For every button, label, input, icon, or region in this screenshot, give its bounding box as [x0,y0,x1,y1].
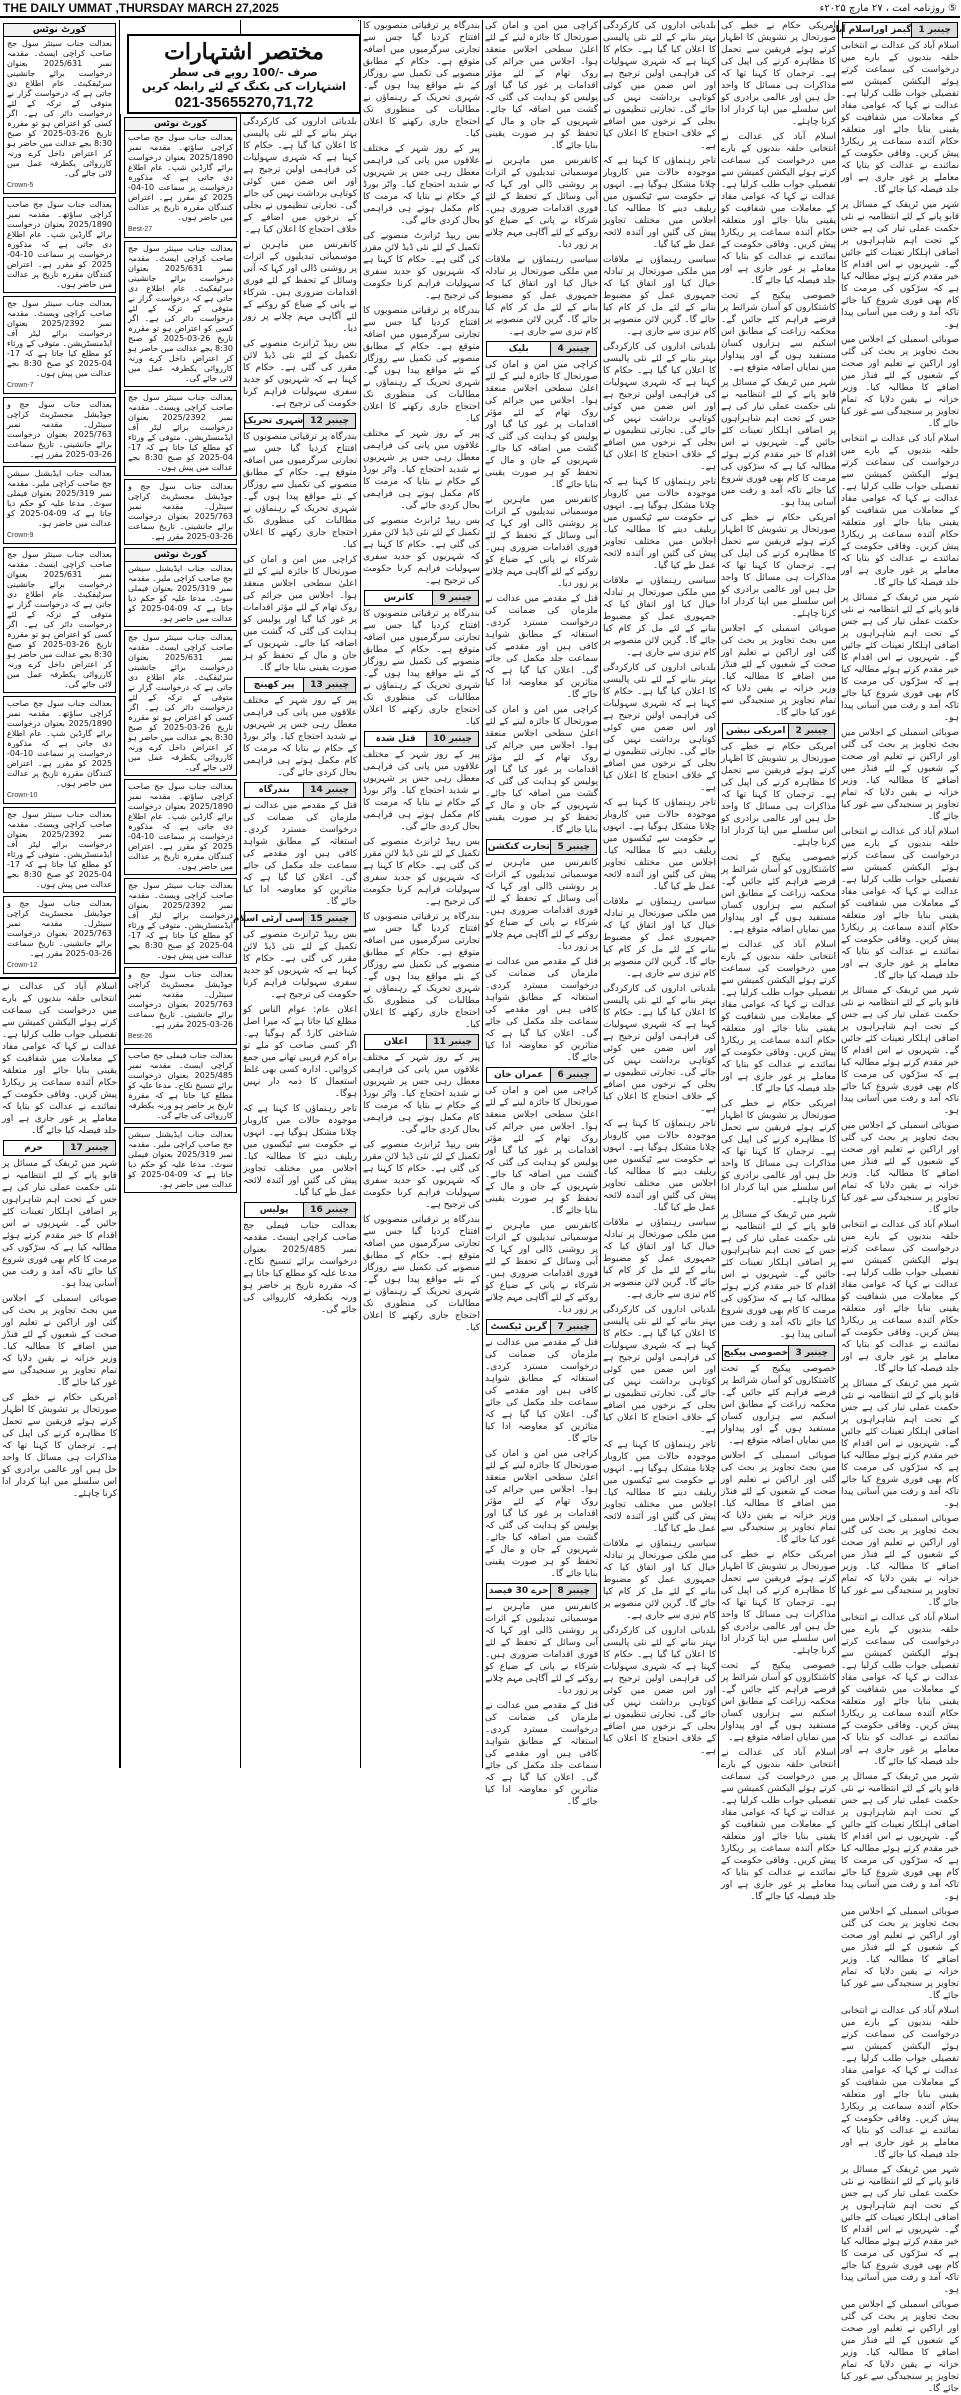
notice-tag: Crown-9 [7,532,34,539]
court-notice [3,466,116,544]
notice-tag: Crown-10 [7,792,38,799]
court-notice-body: بعدالت جناب ایڈیشنل سیشن جج صاحب کراچی ملیر۔ مقدمہ نمبر 2025/319 بعنوان فیملی سوٹ۔ مدعا علیہ کو حکم دیا جاتا ہے کہ 09-04-2025 کو عدالت میں حاضر ہو۔ [7,469,113,528]
article-text: بس ریپڈ ٹرانزٹ منصوبے کی تکمیل کے لئے نئی ڈیڈ لائن مقرر کی گئی ہے۔ حکام کا کہنا ہے کہ شہریوں کو جدید سفری سہولیات فراہم کرنا حکومت کی ترجیح ہے۔ [363,231,480,301]
court-notice-body: بعدالت جناب سینئر سول جج صاحب کراچی ایسٹ۔ مقدمہ نمبر 2025/631 بعنوان درخواست برائے جانشینی سرٹیفکیٹ۔ عام اطلاع دی جاتی ہے کہ درخواست گزار نے متوفی کے ترکہ کے لئے درخواست دائر کی ہے۔ اگر کسی کو اعتراض ہو تو مقررہ تاریخ 26-03-2025 کو صبح 8:30 بجے عدالت میں حاضر ہو کر اعتراض داخل کرے ورنہ کارروائی یکطرفہ عمل میں لائی جائے گی۔ [7,550,112,689]
article-text: قتل کے مقدمے میں عدالت نے ملزمان کی ضمانت کی درخواست مسترد کردی۔ استغاثہ کے مطابق شواہد کافی ہیں اور مقدمے کی سماعت جلد مکمل کی جائے گی۔ اعلان کیا گیا ہے کہ متاثرین کو معاوضہ ادا کیا جائے گا۔ [485,957,598,1063]
article-text: شہر میں ٹریفک کے مسائل پر قابو پانے کے لئے انتظامیہ نے نئی حکمت عملی تیار کی ہے جس کے تحت اہم شاہراہوں پر اضافی اہلکار تعینات کئے جائیں گے۔ شہریوں نے اس اقدام کا خیر مقدم کرتے ہوئے مطالبہ کیا ہے کہ سڑکوں کی مرمت کا کام بھی فوری شروع کیا جائے تاکہ آمد و رفت میں آسانی پیدا ہو۔ [841,1379,959,1509]
article-text: اسلام آباد کی عدالت نے انتخابی حلقہ بندیوں کے بارے میں درخواست کی سماعت کرتے ہوئے الیکشن کمیشن سے تفصیلی جواب طلب کرلیا ہے۔ عدالت نے کہا کہ عوامی مفاد کے معاملات میں شفافیت کو یقینی بنایا جائے اور متعلقہ حکام آئندہ سماعت پر ریکارڈ پیش کریں۔ وفاقی حکومت کے نمائندے نے عدالت کو بتایا کہ معاملے پر غور جاری ہے اور جلد فیصلہ کیا جائے گا۔ [721,1748,836,1902]
article-text: کراچی میں امن و امان کی صورتحال کا جائزہ لینے کے لئے اعلیٰ سطحی اجلاس منعقد ہوا۔ اجلاس میں جرائم کی روک تھام کے لئے مؤثر اقدامات پر غور کیا گیا اور پولیس کو ہدایت کی گئی کہ گشت میں اضافہ کیا جائے۔ شہریوں کے جان و مال کے تحفظ کو ہر صورت یقینی بنایا جائے گا۔ [485,1449,598,1579]
court-notice [124,479,237,545]
article-text: بندرگاہ پر ترقیاتی منصوبوں کا افتتاح کردیا گیا جس سے تجارتی سرگرمیوں میں اضافہ متوقع ہے۔ حکام کے مطابق منصوبے کی تکمیل سے روزگار کے نئے مواقع پیدا ہوں گے۔ شہری تحریک کے رہنماؤں نے مطالبات کی منظوری تک احتجاج جاری رکھنے کا اعلان کیا۔ [363,306,480,424]
court-notice [3,197,116,293]
court-notice [3,896,116,974]
article-text: صوبائی اسمبلی کے اجلاس میں بجٹ تجاویز پر بحث کی گئی اور اراکین نے تعلیم اور صحت کے شعبوں کے لئے فنڈز میں اضافے کا مطالبہ کیا۔ وزیر خزانہ نے یقین دلایا کہ تمام تجاویز پر سنجیدگی سے غور کیا جائے گا۔ [841,1514,959,1608]
article-text: سیاسی رہنماؤں نے ملاقات میں ملکی صورتحال پر تبادلہ خیال کیا اور اتفاق کیا کہ جمہوری عمل کو مضبوط بنانے کے لئے مل کر کام کیا جائے گا۔ گرین لائن منصوبے پر کام تیزی سے جاری ہے۔ [603,897,716,979]
article-text: اسلام آباد کی عدالت نے انتخابی حلقہ بندیوں کے بارے میں درخواست کی سماعت کرتے ہوئے الیکشن کمیشن سے تفصیلی جواب طلب کرلیا ہے۔ عدالت نے کہا کہ عوامی مفاد کے معاملات میں شفافیت کو یقینی بنایا جائے اور متعلقہ حکام آئندہ سماعت پر ریکارڈ پیش کریں۔ وفاقی حکومت کے نمائندے نے عدالت کو بتایا کہ معاملے پر غور جاری ہے اور جلد فیصلہ کیا جائے گا۔ [841,2006,959,2160]
article-text: بس ریپڈ ٹرانزٹ منصوبے کی تکمیل کے لئے نئی ڈیڈ لائن مقرر کی گئی ہے۔ حکام کا کہنا ہے کہ شہریوں کو جدید سفری سہولیات فراہم کرنا حکومت کی ترجیح ہے۔ [243,339,357,409]
article-text: پیر کے روز شہر کے مختلف علاقوں میں پانی کی فراہمی معطل رہی جس پر شہریوں نے شدید احتجاج کیا۔ واٹر بورڈ کے حکام نے بتایا کہ مرمت کا کام مکمل ہوتے ہی فراہمی بحال کردی جائے گی۔ [363,750,480,832]
article-text: تاجر رہنماؤں کا کہنا ہے کہ موجودہ حالات میں کاروبار چلانا مشکل ہوگیا ہے۔ انہوں نے حکومت سے ٹیکسوں میں ریلیف دینے کا مطالبہ کیا۔ اجلاس میں مختلف تجاویز پیش کی گئیں اور آئندہ لائحہ عمل طے کیا گیا۔ [243,1104,357,1198]
court-notice [124,779,237,875]
court-notice-body: بعدالت جناب سینئر سول جج صاحب کراچی ایسٹ۔ مقدمہ نمبر 2025/631 بعنوان درخواست برائے جانشینی سرٹیفکیٹ۔ عام اطلاع دی جاتی ہے کہ درخواست گزار نے متوفی کے ترکہ کے لئے درخواست دائر کی ہے۔ اگر کسی کو اعتراض ہو تو مقررہ تاریخ 26-03-2025 کو صبح 8:30 بجے عدالت میں حاضر ہو کر اعتراض داخل کرے ورنہ کارروائی یکطرفہ عمل میں لائی جائے گی۔ [7,39,112,178]
court-notice-body: بعدالت جناب سینئر سول جج صاحب کراچی ایسٹ۔ مقدمہ نمبر 2025/631 بعنوان درخواست برائے جانشینی سرٹیفکیٹ۔ عام اطلاع دی جاتی ہے کہ درخواست گزار نے متوفی کے ترکہ کے لئے درخواست دائر کی ہے۔ اگر کسی کو اعتراض ہو تو مقررہ تاریخ 26-03-2025 کو صبح 8:30 بجے عدالت میں حاضر ہو کر اعتراض داخل کرے ورنہ کارروائی یکطرفہ عمل میں لائی جائے گی۔ [128,244,233,383]
court-notice [124,630,237,776]
article-text: کراچی میں امن و امان کی صورتحال کا جائزہ لینے کے لئے اعلیٰ سطحی اجلاس منعقد ہوا۔ اجلاس میں جرائم کی روک تھام کے لئے مؤثر اقدامات پر غور کیا گیا اور پولیس کو ہدایت کی گئی کہ گشت میں اضافہ کیا جائے۔ شہریوں کے جان و مال کے تحفظ کو ہر صورت یقینی بنایا جائے گا۔ [485,1086,598,1216]
court-notice-heading: کورٹ نوٹس [4,24,115,37]
article-text: پیر کے روز شہر کے مختلف علاقوں میں پانی کی فراہمی معطل رہی جس پر شہریوں نے شدید احتجاج کیا۔ واٹر بورڈ کے حکام نے بتایا کہ مرمت کا کام مکمل ہوتے ہی فراہمی بحال کردی جائے گی۔ [363,1053,480,1135]
article-text: کراچی میں امن و امان کی صورتحال کا جائزہ لینے کے لئے اعلیٰ سطحی اجلاس منعقد ہوا۔ اجلاس میں جرائم کی روک تھام کے لئے مؤثر اقدامات پر غور کیا گیا اور پولیس کو ہدایت کی گئی کہ گشت میں اضافہ کیا جائے۔ شہریوں کے جان و مال کے تحفظ کو ہر صورت یقینی بنایا جائے گا۔ [243,555,357,673]
court-notice [3,547,116,693]
article-text: بندرگاہ پر ترقیاتی منصوبوں کا افتتاح کردیا گیا جس سے تجارتی سرگرمیوں میں اضافہ متوقع ہے۔ حکام کے مطابق منصوبے کی تکمیل سے روزگار کے نئے مواقع پیدا ہوں گے۔ شہری تحریک کے رہنماؤں نے مطالبات کی منظوری تک احتجاج جاری رکھنے کا اعلان کیا۔ [363,912,480,1030]
article-text: صوبائی اسمبلی کے اجلاس میں بجٹ تجاویز پر بحث کی گئی اور اراکین نے تعلیم اور صحت کے شعبوں کے لئے فنڈز میں اضافے کا مطالبہ کیا۔ وزیر خزانہ نے یقین دلایا کہ تمام تجاویز پر سنجیدگی سے غور کیا جائے گا۔ [841,335,959,429]
article-text: اسلام آباد کی عدالت نے انتخابی حلقہ بندیوں کے بارے میں درخواست کی سماعت کرتے ہوئے الیکشن کمیشن سے تفصیلی جواب طلب کرلیا ہے۔ عدالت نے کہا کہ عوامی مفاد کے معاملات میں شفافیت کو یقینی بنایا جائے اور متعلقہ حکام آئندہ سماعت پر ریکارڈ پیش کریں۔ وفاقی حکومت کے نمائندے نے عدالت کو بتایا کہ معاملے پر غور جاری ہے اور جلد فیصلہ کیا جائے گا۔ [841,827,959,981]
article-text: بس ریپڈ ٹرانزٹ منصوبے کی تکمیل کے لئے نئی ڈیڈ لائن مقرر کی گئی ہے۔ حکام کا کہنا ہے کہ شہریوں کو جدید سفری سہولیات فراہم کرنا حکومت کی ترجیح ہے۔ [363,516,480,586]
article-text: سیاسی رہنماؤں نے ملاقات میں ملکی صورتحال پر تبادلہ خیال کیا اور اتفاق کیا کہ جمہوری عمل کو مضبوط بنانے کے لئے مل کر کام کیا جائے گا۔ گرین لائن منصوبے پر کام تیزی سے جاری ہے۔ [603,1539,716,1621]
article-text: کانفرنس میں ماہرین نے موسمیاتی تبدیلیوں کے اثرات پر روشنی ڈالی اور کہا کہ آبی وسائل کے تحفظ کے لئے فوری اقدامات ضروری ہیں۔ شرکاء نے پانی کے ضیاع کو روکنے کے لئے آگاہی مہم چلانے پر زور دیا۔ [485,495,598,589]
court-notice-body: بعدالت جناب سینئر سول جج صاحب کراچی ایسٹ۔ مقدمہ نمبر 2025/631 بعنوان درخواست برائے جانشینی سرٹیفکیٹ۔ عام اطلاع دی جاتی ہے کہ درخواست گزار نے متوفی کے ترکہ کے لئے درخواست دائر کی ہے۔ اگر کسی کو اعتراض ہو تو مقررہ تاریخ 26-03-2025 کو صبح 8:30 بجے عدالت میں حاضر ہو کر اعتراض داخل کرے ورنہ کارروائی یکطرفہ عمل میں لائی جائے گی۔ [128,633,233,772]
article-text: امریکی حکام نے خطے کی صورتحال پر تشویش کا اظہار کرتے ہوئے فریقین سے تحمل کا مظاہرہ کرنے کی اپیل کی ہے۔ ترجمان کا کہنا تھا کہ مذاکرات ہی مسائل کا واحد حل ہیں اور عالمی برادری کو اس سلسلے میں اپنا کردار ادا کرنا چاہئے۔ [721,1550,836,1656]
article-text: بلدیاتی اداروں کی کارکردگی بہتر بنانے کے لئے نئی پالیسی کا اعلان کیا گیا ہے۔ حکام کا کہنا ہے کہ شہری سہولیات کی فراہمی اولین ترجیح ہے اور اس ضمن میں کوئی کوتاہی برداشت نہیں کی جائے گی۔ تجارتی تنظیموں نے بجلی کے نرخوں میں اضافے کے خلاف احتجاج کا اعلان کیا ہے۔ [603,1626,716,1756]
court-notice-body: بعدالت جناب سول جج صاحب کراچی ساؤتھ۔ مقدمہ نمبر 2025/1890 بعنوان درخواست برائے گارڈین شپ۔ عام اطلاع دی جاتی ہے کہ مذکورہ درخواست پر سماعت 10-04-2025 کو مقرر ہے۔ اعتراض کنندگان مقررہ تاریخ پر عدالت میں حاضر ہوں۔ [7,699,112,788]
article-text: اسلام آباد کی عدالت نے انتخابی حلقہ بندیوں کے بارے میں درخواست کی سماعت کرتے ہوئے الیکشن کمیشن سے تفصیلی جواب طلب کرلیا ہے۔ عدالت نے کہا کہ عوامی مفاد کے معاملات میں شفافیت کو یقینی بنایا جائے اور متعلقہ حکام آئندہ سماعت پر ریکارڈ پیش کریں۔ وفاقی حکومت کے نمائندے نے عدالت کو بتایا کہ معاملے پر غور جاری ہے اور جلد فیصلہ کیا جائے گا۔ [2,982,117,1136]
article-text: خصوصی پیکیج کے تحت کاشتکاروں کو آسان شرائط پر قرضے فراہم کئے جائیں گے۔ محکمہ زراعت کے مطابق اس اسکیم سے ہزاروں کسان مستفید ہوں گے اور پیداوار میں نمایاں اضافہ متوقع ہے۔ [721,853,836,935]
article-text: پیر کے روز شہر کے مختلف علاقوں میں پانی کی فراہمی معطل رہی جس پر شہریوں نے شدید احتجاج کیا۔ واٹر بورڈ کے حکام نے بتایا کہ مرمت کا کام مکمل ہوتے ہی فراہمی بحال کردی جائے گی۔ [243,696,357,778]
news-column-1 [830,20,961,2394]
article-text: شہر میں ٹریفک کے مسائل پر قابو پانے کے لئے انتظامیہ نے نئی حکمت عملی تیار کی ہے جس کے تحت اہم شاہراہوں پر اضافی اہلکار تعینات کئے جائیں گے۔ شہریوں نے اس اقدام کا خیر مقدم کرتے ہوئے مطالبہ کیا ہے کہ سڑکوں کی مرمت کا کام بھی فوری شروع کیا جائے تاکہ آمد و رفت میں آسانی پیدا ہو۔ [841,986,959,1116]
court-notice-body: بعدالت جناب سینئر سول جج صاحب کراچی ویسٹ۔ مقدمہ نمبر 2025/2392 بعنوان درخواست برائے لیٹر آف ایڈمنسٹریشن۔ متوفی کے ورثاء کو مطلع کیا جاتا ہے کہ 17-04-2025 کو صبح 8:30 بجے عدالت میں پیش ہوں۔ [128,881,233,960]
article-text: امریکی حکام نے خطے کی صورتحال پر تشویش کا اظہار کرتے ہوئے فریقین سے تحمل کا مظاہرہ کرنے کی اپیل کی ہے۔ ترجمان کا کہنا تھا کہ مذاکرات ہی مسائل کا واحد حل ہیں اور عالمی برادری کو اس سلسلے میں اپنا کردار ادا کرنا چاہئے۔ [2,1393,117,1499]
court-notice-body: بعدالت جناب ایڈیشنل سیشن جج صاحب کراچی ملیر۔ مقدمہ نمبر 2025/319 بعنوان فیملی سوٹ۔ مدعا علیہ کو حکم دیا جاتا ہے کہ 09-04-2025 کو عدالت میں حاضر ہو۔ [128,564,234,623]
article-text: امریکی حکام نے خطے کی صورتحال پر تشویش کا اظہار کرتے ہوئے فریقین سے تحمل کا مظاہرہ کرنے کی اپیل کی ہے۔ ترجمان کا کہنا تھا کہ مذاکرات ہی مسائل کا واحد حل ہیں اور عالمی برادری کو اس سلسلے میں اپنا کردار ادا کرنا چاہئے۔ [721,513,836,619]
article-text: کراچی میں امن و امان کی صورتحال کا جائزہ لینے کے لئے اعلیٰ سطحی اجلاس منعقد ہوا۔ اجلاس میں جرائم کی روک تھام کے لئے مؤثر اقدامات پر غور کیا گیا اور پولیس کو ہدایت کی گئی کہ گشت میں اضافہ کیا جائے۔ شہریوں کے جان و مال کے تحفظ کو ہر صورت یقینی بنایا جائے گا۔ [485,360,598,490]
article-text: شہر میں ٹریفک کے مسائل پر قابو پانے کے لئے انتظامیہ نے نئی حکمت عملی تیار کی ہے جس کے تحت اہم شاہراہوں پر اضافی اہلکار تعینات کئے جائیں گے۔ شہریوں نے اس اقدام کا خیر مقدم کرتے ہوئے مطالبہ کیا ہے کہ سڑکوں کی مرمت کا کام بھی فوری شروع کیا جائے تاکہ آمد و رفت میں آسانی پیدا ہو۔ [841,593,959,723]
article-text: شہر میں ٹریفک کے مسائل پر قابو پانے کے لئے انتظامیہ نے نئی حکمت عملی تیار کی ہے جس کے تحت اہم شاہراہوں پر اضافی اہلکار تعینات کئے جائیں گے۔ شہریوں نے اس اقدام کا خیر مقدم کرتے ہوئے مطالبہ کیا ہے کہ سڑکوں کی مرمت کا کام بھی فوری شروع کیا جائے تاکہ آمد و رفت میں آسانی پیدا ہو۔ [841,2165,959,2295]
article-text: صوبائی اسمبلی کے اجلاس میں بجٹ تجاویز پر بحث کی گئی اور اراکین نے تعلیم اور صحت کے شعبوں کے لئے فنڈز میں اضافے کا مطالبہ کیا۔ وزیر خزانہ نے یقین دلایا کہ تمام تجاویز پر سنجیدگی سے غور کیا جائے گا۔ [841,728,959,822]
news-heading-1: چینبر 1 گیمز اوراسلام آباد [842,22,958,38]
article-text: خصوصی پیکیج کے تحت کاشتکاروں کو آسان شرائط پر قرضے فراہم کئے جائیں گے۔ محکمہ زراعت کے مطابق اس اسکیم سے ہزاروں کسان مستفید ہوں گے اور پیداوار میں نمایاں اضافہ متوقع ہے۔ [721,1364,836,1446]
news-heading-10: چینبر 10 قتل شدہ [364,731,479,747]
article-text: خصوصی پیکیج کے تحت کاشتکاروں کو آسان شرائط پر قرضے فراہم کئے جائیں گے۔ محکمہ زراعت کے مطابق اس اسکیم سے ہزاروں کسان مستفید ہوں گے اور پیداوار میں نمایاں اضافہ متوقع ہے۔ [721,291,836,373]
news-heading-8: چینبر 8 حرے 30 فیصد [486,1583,597,1599]
masthead-english-title: THE DAILY UMMAT ,THURSDAY MARCH 27,2025 [3,1,279,15]
classified-ad-title: مختصر اشتہارات [164,39,324,65]
article-text: اعلان عام: عوام الناس کو مطلع کیا جاتا ہے کہ میرا اصل شناختی کارڈ گم ہوگیا ہے۔ اگر کسی صاحب کو ملے تو براہ کرم قریبی تھانے میں جمع کروائیں۔ ادارہ کسی بھی غلط استعمال کا ذمہ دار نہیں ہوگا۔ [243,1005,357,1099]
court-notice-body: بعدالت جناب سول جج صاحب کراچی ساؤتھ۔ مقدمہ نمبر 2025/1890 بعنوان درخواست برائے گارڈین شپ۔ عام اطلاع دی جاتی ہے کہ مذکورہ درخواست پر سماعت 10-04-2025 کو مقرر ہے۔ اعتراض کنندگان مقررہ تاریخ پر عدالت میں حاضر ہوں۔ [128,782,233,871]
article-text: قتل کے مقدمے میں عدالت نے ملزمان کی ضمانت کی درخواست مسترد کردی۔ استغاثہ کے مطابق شواہد کافی ہیں اور مقدمے کی سماعت جلد مکمل کی جائے گی۔ اعلان کیا گیا ہے کہ متاثرین کو معاوضہ ادا کیا جائے گا۔ [485,1701,598,1807]
court-notice-body: بعدالت جناب سول جج و جوڈیشل مجسٹریٹ کراچی سینٹرل۔ مقدمہ نمبر 2025/763 بعنوان درخواست برائے جانشینی۔ تاریخ سماعت 26-03-2025 مقرر ہے۔ [7,899,112,958]
article-text: شہر میں ٹریفک کے مسائل پر قابو پانے کے لئے انتظامیہ نے نئی حکمت عملی تیار کی ہے جس کے تحت اہم شاہراہوں پر اضافی اہلکار تعینات کئے جائیں گے۔ شہریوں نے اس اقدام کا خیر مقدم کرتے ہوئے مطالبہ کیا ہے کہ سڑکوں کی مرمت کا کام بھی فوری شروع کیا جائے تاکہ آمد و رفت میں آسانی پیدا ہو۔ [721,1210,836,1340]
court-notice-body: بعدالت جناب سینئر سول جج صاحب کراچی ویسٹ۔ مقدمہ نمبر 2025/2392 بعنوان درخواست برائے لیٹر آف ایڈمنسٹریشن۔ متوفی کے ورثاء کو مطلع کیا جاتا ہے کہ 17-04-2025 کو صبح 8:30 بجے عدالت میں پیش ہوں۔ [7,299,112,378]
news-column-6b [232,20,359,1768]
article-text: اسلام آباد کی عدالت نے انتخابی حلقہ بندیوں کے بارے میں درخواست کی سماعت کرتے ہوئے الیکشن کمیشن سے تفصیلی جواب طلب کرلیا ہے۔ عدالت نے کہا کہ عوامی مفاد کے معاملات میں شفافیت کو یقینی بنایا جائے اور متعلقہ حکام آئندہ سماعت پر ریکارڈ پیش کریں۔ وفاقی حکومت کے نمائندے نے عدالت کو بتایا کہ معاملے پر غور جاری ہے اور جلد فیصلہ کیا جائے گا۔ [841,41,959,195]
article-text: بلدیاتی اداروں کی کارکردگی بہتر بنانے کے لئے نئی پالیسی کا اعلان کیا گیا ہے۔ حکام کا کہنا ہے کہ شہری سہولیات کی فراہمی اولین ترجیح ہے اور اس ضمن میں کوئی کوتاہی برداشت نہیں کی جائے گی۔ تجارتی تنظیموں نے بجلی کے نرخوں میں اضافے کے خلاف احتجاج کا اعلان کیا ہے۔ [603,984,716,1114]
article-text: کانفرنس میں ماہرین نے موسمیاتی تبدیلیوں کے اثرات پر روشنی ڈالی اور کہا کہ آبی وسائل کے تحفظ کے لئے فوری اقدامات ضروری ہیں۔ شرکاء نے پانی کے ضیاع کو روکنے کے لئے آگاہی مہم چلانے پر زور دیا۔ [485,858,598,952]
court-notice [124,117,237,238]
article-text: بلدیاتی اداروں کی کارکردگی بہتر بنانے کے لئے نئی پالیسی کا اعلان کیا گیا ہے۔ حکام کا کہنا ہے کہ شہری سہولیات کی فراہمی اولین ترجیح ہے اور اس ضمن میں کوئی کوتاہی برداشت نہیں کی جائے گی۔ تجارتی تنظیموں نے بجلی کے نرخوں میں اضافے کے خلاف احتجاج کا اعلان کیا ہے۔ [603,342,716,472]
court-notice [124,878,237,964]
article-text: امریکی حکام نے خطے کی صورتحال پر تشویش کا اظہار کرتے ہوئے فریقین سے تحمل کا مظاہرہ کرنے کی اپیل کی ہے۔ ترجمان کا کہنا تھا کہ مذاکرات ہی مسائل کا واحد حل ہیں اور عالمی برادری کو اس سلسلے میں اپنا کردار ادا کرنا چاہئے۔ [721,742,836,848]
court-notice [124,390,237,476]
news-heading-3: چینبر 3 خصوصی پیکیج [722,1345,835,1361]
article-text: پیر کے روز شہر کے مختلف علاقوں میں پانی کی فراہمی معطل رہی جس پر شہریوں نے شدید احتجاج کیا۔ واٹر بورڈ کے حکام نے بتایا کہ مرمت کا کام مکمل ہوتے ہی فراہمی بحال کردی جائے گی۔ [363,144,480,226]
court-notice-heading: کورٹ نوٹس [125,118,236,131]
divider [0,977,119,979]
news-column-3 [600,20,718,1768]
notice-tag: Crown-12 [7,962,38,969]
court-notice [124,1048,237,1124]
article-text: شہر میں ٹریفک کے مسائل پر قابو پانے کے لئے انتظامیہ نے نئی حکمت عملی تیار کی ہے جس کے تحت اہم شاہراہوں پر اضافی اہلکار تعینات کئے جائیں گے۔ شہریوں نے اس اقدام کا خیر مقدم کرتے ہوئے مطالبہ کیا ہے کہ سڑکوں کی مرمت کا کام بھی فوری شروع کیا جائے تاکہ آمد و رفت میں آسانی پیدا ہو۔ [841,200,959,330]
court-notice [124,241,237,387]
notice-tag: Best-27 [128,226,153,233]
classified-ad-rate: صرف -/100 روپے فی سطر [170,66,318,79]
article-text: صوبائی اسمبلی کے اجلاس میں بجٹ تجاویز پر بحث کی گئی اور اراکین نے تعلیم اور صحت کے شعبوں کے لئے فنڈز میں اضافے کا مطالبہ کیا۔ وزیر خزانہ نے یقین دلایا کہ تمام تجاویز پر سنجیدگی سے غور کیا جائے گا۔ [721,1451,836,1545]
court-notice-body: بعدالت جناب سول جج صاحب کراچی ساؤتھ۔ مقدمہ نمبر 2025/1890 بعنوان درخواست برائے گارڈین شپ۔ عام اطلاع دی جاتی ہے کہ مذکورہ درخواست پر سماعت 10-04-2025 کو مقرر ہے۔ اعتراض کنندگان مقررہ تاریخ پر عدالت میں حاضر ہوں۔ [128,133,233,222]
article-text: صوبائی اسمبلی کے اجلاس میں بجٹ تجاویز پر بحث کی گئی اور اراکین نے تعلیم اور صحت کے شعبوں کے لئے فنڈز میں اضافے کا مطالبہ کیا۔ وزیر خزانہ نے یقین دلایا کہ تمام تجاویز پر سنجیدگی سے غور کیا جائے گا۔ [2,1294,117,1388]
masthead [0,0,960,18]
article-text: بس ریپڈ ٹرانزٹ منصوبے کی تکمیل کے لئے نئی ڈیڈ لائن مقرر کی گئی ہے۔ حکام کا کہنا ہے کہ شہریوں کو جدید سفری سہولیات فراہم کرنا حکومت کی ترجیح ہے۔ [243,930,357,1000]
court-notice [3,696,116,804]
article-text: شہر میں ٹریفک کے مسائل پر قابو پانے کے لئے انتظامیہ نے نئی حکمت عملی تیار کی ہے جس کے تحت اہم شاہراہوں پر اضافی اہلکار تعینات کئے جائیں گے۔ شہریوں نے اس اقدام کا خیر مقدم کرتے ہوئے مطالبہ کیا ہے کہ سڑکوں کی مرمت کا کام بھی فوری شروع کیا جائے تاکہ آمد و رفت میں آسانی پیدا ہو۔ [2,1159,117,1289]
article-text: بندرگاہ پر ترقیاتی منصوبوں کا افتتاح کردیا گیا جس سے تجارتی سرگرمیوں میں اضافہ متوقع ہے۔ حکام کے مطابق منصوبے کی تکمیل سے روزگار کے نئے مواقع پیدا ہوں گے۔ شہری تحریک کے رہنماؤں نے مطالبات کی منظوری تک احتجاج جاری رکھنے کا اعلان کیا۔ [363,21,480,139]
court-notice-body: بعدالت جناب سول جج و جوڈیشل مجسٹریٹ کراچی سینٹرل۔ مقدمہ نمبر 2025/763 بعنوان درخواست برائے جانشینی۔ تاریخ سماعت 26-03-2025 مقرر ہے۔ [7,400,112,459]
article-text: بندرگاہ پر ترقیاتی منصوبوں کا افتتاح کردیا گیا جس سے تجارتی سرگرمیوں میں اضافہ متوقع ہے۔ حکام کے مطابق منصوبے کی تکمیل سے روزگار کے نئے مواقع پیدا ہوں گے۔ شہری تحریک کے رہنماؤں نے مطالبات کی منظوری تک احتجاج جاری رکھنے کا اعلان کیا۔ [363,609,480,727]
court-notice-heading: کورٹ نوٹس [125,549,236,562]
article-text: قتل کے مقدمے میں عدالت نے ملزمان کی ضمانت کی درخواست مسترد کردی۔ استغاثہ کے مطابق شواہد کافی ہیں اور مقدمے کی سماعت جلد مکمل کی جائے گی۔ اعلان کیا گیا ہے کہ متاثرین کو معاوضہ ادا کیا جائے گا۔ [485,1338,598,1444]
court-notice [3,807,116,893]
news-column-4 [482,20,600,1807]
article-text: اسلام آباد کی عدالت نے انتخابی حلقہ بندیوں کے بارے میں درخواست کی سماعت کرتے ہوئے الیکشن کمیشن سے تفصیلی جواب طلب کرلیا ہے۔ عدالت نے کہا کہ عوامی مفاد کے معاملات میں شفافیت کو یقینی بنایا جائے اور متعلقہ حکام آئندہ سماعت پر ریکارڈ پیش کریں۔ وفاقی حکومت کے نمائندے نے عدالت کو بتایا کہ معاملے پر غور جاری ہے اور جلد فیصلہ کیا جائے گا۔ [721,940,836,1094]
news-heading-7: چینبر 7 گرین ٹیکسٹ [486,1319,597,1335]
article-text: بلدیاتی اداروں کی کارکردگی بہتر بنانے کے لئے نئی پالیسی کا اعلان کیا گیا ہے۔ حکام کا کہنا ہے کہ شہری سہولیات کی فراہمی اولین ترجیح ہے اور اس ضمن میں کوئی کوتاہی برداشت نہیں کی جائے گی۔ تجارتی تنظیموں نے بجلی کے نرخوں میں اضافے کے خلاف احتجاج کا اعلان کیا ہے۔ [603,663,716,793]
news-heading-11: چینبر 11 اعلان [364,1034,479,1050]
article-text: کانفرنس میں ماہرین نے موسمیاتی تبدیلیوں کے اثرات پر روشنی ڈالی اور کہا کہ آبی وسائل کے تحفظ کے لئے فوری اقدامات ضروری ہیں۔ شرکاء نے پانی کے ضیاع کو روکنے کے لئے آگاہی مہم چلانے پر زور دیا۔ [485,156,598,250]
article-text: کانفرنس میں ماہرین نے موسمیاتی تبدیلیوں کے اثرات پر روشنی ڈالی اور کہا کہ آبی وسائل کے تحفظ کے لئے فوری اقدامات ضروری ہیں۔ شرکاء نے پانی کے ضیاع کو روکنے کے لئے آگاہی مہم چلانے پر زور دیا۔ [243,240,357,334]
article-text: تاجر رہنماؤں کا کہنا ہے کہ موجودہ حالات میں کاروبار چلانا مشکل ہوگیا ہے۔ انہوں نے حکومت سے ٹیکسوں میں ریلیف دینے کا مطالبہ کیا۔ اجلاس میں مختلف تجاویز پیش کی گئیں اور آئندہ لائحہ عمل طے کیا گیا۔ [603,1440,716,1534]
notice-tag: Crown-5 [7,182,34,189]
news-heading-2: چینبر 2 امریکی نیشن [722,723,835,739]
article-text: بس ریپڈ ٹرانزٹ منصوبے کی تکمیل کے لئے نئی ڈیڈ لائن مقرر کی گئی ہے۔ حکام کا کہنا ہے کہ شہریوں کو جدید سفری سہولیات فراہم کرنا حکومت کی ترجیح ہے۔ [363,837,480,907]
court-notice-body: بعدالت جناب سول جج و جوڈیشل مجسٹریٹ کراچی سینٹرل۔ مقدمہ نمبر 2025/763 بعنوان درخواست برائے جانشینی۔ تاریخ سماعت 26-03-2025 مقرر ہے۔ [128,482,233,541]
court-notice-body: بعدالت جناب سینئر سول جج صاحب کراچی ویسٹ۔ مقدمہ نمبر 2025/2392 بعنوان درخواست برائے لیٹر آف ایڈمنسٹریشن۔ متوفی کے ورثاء کو مطلع کیا جاتا ہے کہ 17-04-2025 کو صبح 8:30 بجے عدالت میں پیش ہوں۔ [128,393,233,472]
article-text: سیاسی رہنماؤں نے ملاقات میں ملکی صورتحال پر تبادلہ خیال کیا اور اتفاق کیا کہ جمہوری عمل کو مضبوط بنانے کے لئے مل کر کام کیا جائے گا۔ گرین لائن منصوبے پر کام تیزی سے جاری ہے۔ [603,1218,716,1300]
news-heading-17: چینبر 17 حرم [3,1140,116,1156]
article-text: تاجر رہنماؤں کا کہنا ہے کہ موجودہ حالات میں کاروبار چلانا مشکل ہوگیا ہے۔ انہوں نے حکومت سے ٹیکسوں میں ریلیف دینے کا مطالبہ کیا۔ اجلاس میں مختلف تجاویز پیش کی گئیں اور آئندہ لائحہ عمل طے کیا گیا۔ [603,477,716,571]
article-text: کانفرنس میں ماہرین نے موسمیاتی تبدیلیوں کے اثرات پر روشنی ڈالی اور کہا کہ آبی وسائل کے تحفظ کے لئے فوری اقدامات ضروری ہیں۔ شرکاء نے پانی کے ضیاع کو روکنے کے لئے آگاہی مہم چلانے پر زور دیا۔ [485,1602,598,1696]
court-notice-body: بعدالت جناب فیملی جج صاحب کراچی ایسٹ۔ مقدمہ نمبر 2025/485 بعنوان درخواست برائے تنسیخ نکاح۔ مدعا علیہ کو مطلع کیا جاتا ہے کہ مقررہ تاریخ پر حاضر ہو ورنہ یکطرفہ کارروائی کی جائے گی۔ [128,1051,233,1120]
court-notice-body: بعدالت جناب ایڈیشنل سیشن جج صاحب کراچی ملیر۔ مقدمہ نمبر 2025/319 بعنوان فیملی سوٹ۔ مدعا علیہ کو حکم دیا جاتا ہے کہ 09-04-2025 کو عدالت میں حاضر ہو۔ [128,1130,234,1189]
court-notice [3,296,116,394]
article-text: صوبائی اسمبلی کے اجلاس میں بجٹ تجاویز پر بحث کی گئی اور اراکین نے تعلیم اور صحت کے شعبوں کے لئے فنڈز میں اضافے کا مطالبہ کیا۔ وزیر خزانہ نے یقین دلایا کہ تمام تجاویز پر سنجیدگی سے غور کیا جائے گا۔ [721,624,836,718]
article-text: تاجر رہنماؤں کا کہنا ہے کہ موجودہ حالات میں کاروبار چلانا مشکل ہوگیا ہے۔ انہوں نے حکومت سے ٹیکسوں میں ریلیف دینے کا مطالبہ کیا۔ اجلاس میں مختلف تجاویز پیش کی گئیں اور آئندہ لائحہ عمل طے کیا گیا۔ [603,1119,716,1213]
notices-column-7 [120,114,240,1768]
masthead-urdu-title: ⑤ روزنامہ امت ، ۲۷ مارچ ۲۰۲۵ء [819,2,957,14]
classified-ad-box [127,34,361,114]
article-text: اسلام آباد کی عدالت نے انتخابی حلقہ بندیوں کے بارے میں درخواست کی سماعت کرتے ہوئے الیکشن کمیشن سے تفصیلی جواب طلب کرلیا ہے۔ عدالت نے کہا کہ عوامی مفاد کے معاملات میں شفافیت کو یقینی بنایا جائے اور متعلقہ حکام آئندہ سماعت پر ریکارڈ پیش کریں۔ وفاقی حکومت کے نمائندے نے عدالت کو بتایا کہ معاملے پر غور جاری ہے اور جلد فیصلہ کیا جائے گا۔ [841,1220,959,1374]
article-text: قتل کے مقدمے میں عدالت نے ملزمان کی ضمانت کی درخواست مسترد کردی۔ استغاثہ کے مطابق شواہد کافی ہیں اور مقدمے کی سماعت جلد مکمل کی جائے گی۔ اعلان کیا گیا ہے کہ متاثرین کو معاوضہ ادا کیا جائے گا۔ [485,594,598,700]
court-notice-body: بعدالت جناب سول جج و جوڈیشل مجسٹریٹ کراچی سینٹرل۔ مقدمہ نمبر 2025/763 بعنوان درخواست برائے جانشینی۔ تاریخ سماعت 26-03-2025 مقرر ہے۔ [128,970,233,1029]
article-text: بندرگاہ پر ترقیاتی منصوبوں کا افتتاح کردیا گیا جس سے تجارتی سرگرمیوں میں اضافہ متوقع ہے۔ حکام کے مطابق منصوبے کی تکمیل سے روزگار کے نئے مواقع پیدا ہوں گے۔ شہری تحریک کے رہنماؤں نے مطالبات کی منظوری تک احتجاج جاری رکھنے کا اعلان کیا۔ [363,1215,480,1333]
article-text: شہر میں ٹریفک کے مسائل پر قابو پانے کے لئے انتظامیہ نے نئی حکمت عملی تیار کی ہے جس کے تحت اہم شاہراہوں پر اضافی اہلکار تعینات کئے جائیں گے۔ شہریوں نے اس اقدام کا خیر مقدم کرتے ہوئے مطالبہ کیا ہے کہ سڑکوں کی مرمت کا کام بھی فوری شروع کیا جائے تاکہ آمد و رفت میں آسانی پیدا ہو۔ [721,378,836,508]
article-text: بلدیاتی اداروں کی کارکردگی بہتر بنانے کے لئے نئی پالیسی کا اعلان کیا گیا ہے۔ حکام کا کہنا ہے کہ شہری سہولیات کی فراہمی اولین ترجیح ہے اور اس ضمن میں کوئی کوتاہی برداشت نہیں کی جائے گی۔ تجارتی تنظیموں نے بجلی کے نرخوں میں اضافے کے خلاف احتجاج کا اعلان کیا ہے۔ [603,1305,716,1435]
article-text: صوبائی اسمبلی کے اجلاس میں بجٹ تجاویز پر بحث کی گئی اور اراکین نے تعلیم اور صحت کے شعبوں کے لئے فنڈز میں اضافے کا مطالبہ کیا۔ وزیر خزانہ نے یقین دلایا کہ تمام تجاویز پر سنجیدگی سے غور کیا جائے گا۔ [841,1121,959,1215]
court-notice [124,1127,237,1193]
article-text: سیاسی رہنماؤں نے ملاقات میں ملکی صورتحال پر تبادلہ خیال کیا اور اتفاق کیا کہ جمہوری عمل کو مضبوط بنانے کے لئے مل کر کام کیا جائے گا۔ گرین لائن منصوبے پر کام تیزی سے جاری ہے۔ [603,576,716,658]
news-heading-13: چینبر 13 پیر کھینچ [244,677,356,693]
news-heading-12: چینبر 12 شہری تحریک [244,413,356,429]
article-text: تاجر رہنماؤں کا کہنا ہے کہ موجودہ حالات میں کاروبار چلانا مشکل ہوگیا ہے۔ انہوں نے حکومت سے ٹیکسوں میں ریلیف دینے کا مطالبہ کیا۔ اجلاس میں مختلف تجاویز پیش کی گئیں اور آئندہ لائحہ عمل طے کیا گیا۔ [603,156,716,250]
article-block [0,981,119,1500]
news-heading-4: چینبر 4 بلیک [486,341,597,357]
classified-ad-contact: اشتہارات کی بکنگ کے لئے رابطہ کریں [141,80,347,93]
article-text: خصوصی پیکیج کے تحت کاشتکاروں کو آسان شرائط پر قرضے فراہم کئے جائیں گے۔ محکمہ زراعت کے مطابق اس اسکیم سے ہزاروں کسان مستفید ہوں گے اور پیداوار میں نمایاں اضافہ متوقع ہے۔ [721,1661,836,1743]
article-text: صوبائی اسمبلی کے اجلاس میں بجٹ تجاویز پر بحث کی گئی اور اراکین نے تعلیم اور صحت کے شعبوں کے لئے فنڈز میں اضافے کا مطالبہ کیا۔ وزیر خزانہ نے یقین دلایا کہ تمام تجاویز پر سنجیدگی سے غور کیا جائے گا۔ [841,1907,959,2001]
court-notice [3,397,116,463]
article-text: پیر کے روز شہر کے مختلف علاقوں میں پانی کی فراہمی معطل رہی جس پر شہریوں نے شدید احتجاج کیا۔ واٹر بورڈ کے حکام نے بتایا کہ مرمت کا کام مکمل ہوتے ہی فراہمی بحال کردی جائے گی۔ [363,429,480,511]
article-text: سیاسی رہنماؤں نے ملاقات میں ملکی صورتحال پر تبادلہ خیال کیا اور اتفاق کیا کہ جمہوری عمل کو مضبوط بنانے کے لئے مل کر کام کیا جائے گا۔ گرین لائن منصوبے پر کام تیزی سے جاری ہے۔ [485,255,598,337]
article-text: امریکی حکام نے خطے کی صورتحال پر تشویش کا اظہار کرتے ہوئے فریقین سے تحمل کا مظاہرہ کرنے کی اپیل کی ہے۔ ترجمان کا کہنا تھا کہ مذاکرات ہی مسائل کا واحد حل ہیں اور عالمی برادری کو اس سلسلے میں اپنا کردار ادا کرنا چاہئے۔ [721,21,836,127]
article-text: شہر میں ٹریفک کے مسائل پر قابو پانے کے لئے انتظامیہ نے نئی حکمت عملی تیار کی ہے جس کے تحت اہم شاہراہوں پر اضافی اہلکار تعینات کئے جائیں گے۔ شہریوں نے اس اقدام کا خیر مقدم کرتے ہوئے مطالبہ کیا ہے کہ سڑکوں کی مرمت کا کام بھی فوری شروع کیا جائے تاکہ آمد و رفت میں آسانی پیدا ہو۔ [841,1772,959,1902]
notice-tag: Best-26 [128,1033,153,1040]
article-text: اسلام آباد کی عدالت نے انتخابی حلقہ بندیوں کے بارے میں درخواست کی سماعت کرتے ہوئے الیکشن کمیشن سے تفصیلی جواب طلب کرلیا ہے۔ عدالت نے کہا کہ عوامی مفاد کے معاملات میں شفافیت کو یقینی بنایا جائے اور متعلقہ حکام آئندہ سماعت پر ریکارڈ پیش کریں۔ وفاقی حکومت کے نمائندے نے عدالت کو بتایا کہ معاملے پر غور جاری ہے اور جلد فیصلہ کیا جائے گا۔ [841,1613,959,1767]
article-text: کراچی میں امن و امان کی صورتحال کا جائزہ لینے کے لئے اعلیٰ سطحی اجلاس منعقد ہوا۔ اجلاس میں جرائم کی روک تھام کے لئے مؤثر اقدامات پر غور کیا گیا اور پولیس کو ہدایت کی گئی کہ گشت میں اضافہ کیا جائے۔ شہریوں کے جان و مال کے تحفظ کو ہر صورت یقینی بنایا جائے گا۔ [485,21,598,151]
article-text: بندرگاہ پر ترقیاتی منصوبوں کا افتتاح کردیا گیا جس سے تجارتی سرگرمیوں میں اضافہ متوقع ہے۔ حکام کے مطابق منصوبے کی تکمیل سے روزگار کے نئے مواقع پیدا ہوں گے۔ شہری تحریک کے رہنماؤں نے مطالبات کی منظوری تک احتجاج جاری رکھنے کا اعلان کیا۔ [243,432,357,550]
news-heading-6: چینبر 6 عمران خان [486,1067,597,1083]
article-text: کراچی میں امن و امان کی صورتحال کا جائزہ لینے کے لئے اعلیٰ سطحی اجلاس منعقد ہوا۔ اجلاس میں جرائم کی روک تھام کے لئے مؤثر اقدامات پر غور کیا گیا اور پولیس کو ہدایت کی گئی کہ گشت میں اضافہ کیا جائے۔ شہریوں کے جان و مال کے تحفظ کو ہر صورت یقینی بنایا جائے گا۔ [485,705,598,835]
article-text: کانفرنس میں ماہرین نے موسمیاتی تبدیلیوں کے اثرات پر روشنی ڈالی اور کہا کہ آبی وسائل کے تحفظ کے لئے فوری اقدامات ضروری ہیں۔ شرکاء نے پانی کے ضیاع کو روکنے کے لئے آگاہی مہم چلانے پر زور دیا۔ [485,1221,598,1315]
notices-column-8 [0,20,120,1768]
court-notice-body: بعدالت جناب سول جج صاحب کراچی ساؤتھ۔ مقدمہ نمبر 2025/1890 بعنوان درخواست برائے گارڈین شپ۔ عام اطلاع دی جاتی ہے کہ مذکورہ درخواست پر سماعت 10-04-2025 کو مقرر ہے۔ اعتراض کنندگان مقررہ تاریخ پر عدالت میں حاضر ہوں۔ [7,200,112,289]
article-text: امریکی حکام نے خطے کی صورتحال پر تشویش کا اظہار کرتے ہوئے فریقین سے تحمل کا مظاہرہ کرنے کی اپیل کی ہے۔ ترجمان کا کہنا تھا کہ مذاکرات ہی مسائل کا واحد حل ہیں اور عالمی برادری کو اس سلسلے میں اپنا کردار ادا کرنا چاہئے۔ [721,1099,836,1205]
news-heading-14: چینبر 14 بندرگاہ [244,782,356,798]
news-column-2 [718,20,838,1902]
article-text: بس ریپڈ ٹرانزٹ منصوبے کی تکمیل کے لئے نئی ڈیڈ لائن مقرر کی گئی ہے۔ حکام کا کہنا ہے کہ شہریوں کو جدید سفری سہولیات فراہم کرنا حکومت کی ترجیح ہے۔ [363,1140,480,1210]
classified-ad-phone: 021-35655270,71,72 [174,94,314,111]
news-column-5 [360,20,482,1768]
article-text: قتل کے مقدمے میں عدالت نے ملزمان کی ضمانت کی درخواست مسترد کردی۔ استغاثہ کے مطابق شواہد کافی ہیں اور مقدمے کی سماعت جلد مکمل کی جائے گی۔ اعلان کیا گیا ہے کہ متاثرین کو معاوضہ ادا کیا جائے گا۔ [243,801,357,907]
article-text: اسلام آباد کی عدالت نے انتخابی حلقہ بندیوں کے بارے میں درخواست کی سماعت کرتے ہوئے الیکشن کمیشن سے تفصیلی جواب طلب کرلیا ہے۔ عدالت نے کہا کہ عوامی مفاد کے معاملات میں شفافیت کو یقینی بنایا جائے اور متعلقہ حکام آئندہ سماعت پر ریکارڈ پیش کریں۔ وفاقی حکومت کے نمائندے نے عدالت کو بتایا کہ معاملے پر غور جاری ہے اور جلد فیصلہ کیا جائے گا۔ [721,132,836,286]
article-text: بلدیاتی اداروں کی کارکردگی بہتر بنانے کے لئے نئی پالیسی کا اعلان کیا گیا ہے۔ حکام کا کہنا ہے کہ شہری سہولیات کی فراہمی اولین ترجیح ہے اور اس ضمن میں کوئی کوتاہی برداشت نہیں کی جائے گی۔ تجارتی تنظیموں نے بجلی کے نرخوں میں اضافے کے خلاف احتجاج کا اعلان کیا ہے۔ [603,21,716,151]
court-notice [124,967,237,1045]
news-heading-15: چینبر 15 سی آرٹی اسلام [244,911,356,927]
news-heading-5: چینبر 5 تجارت کنکشن [486,839,597,855]
article-text: صوبائی اسمبلی کے اجلاس میں بجٹ تجاویز پر بحث کی گئی اور اراکین نے تعلیم اور صحت کے شعبوں کے لئے فنڈز میں اضافے کا مطالبہ کیا۔ وزیر خزانہ نے یقین دلایا کہ تمام تجاویز پر سنجیدگی سے غور کیا جائے گا۔ [841,2300,959,2394]
article-text: بعدالت جناب فیملی جج صاحب کراچی ایسٹ۔ مقدمہ نمبر 2025/485 بعنوان درخواست برائے تنسیخ نکاح۔ مدعا علیہ کو مطلع کیا جاتا ہے کہ مقررہ تاریخ پر حاضر ہو ورنہ یکطرفہ کارروائی کی جائے گی۔ [243,1221,357,1315]
notice-tag: Crown-7 [7,382,34,389]
news-heading-9: چینبر 9 کانرس [364,590,479,606]
news-heading-16: چینبر 16 پولیس [244,1202,356,1218]
court-notice [3,23,116,194]
article-text: سیاسی رہنماؤں نے ملاقات میں ملکی صورتحال پر تبادلہ خیال کیا اور اتفاق کیا کہ جمہوری عمل کو مضبوط بنانے کے لئے مل کر کام کیا جائے گا۔ گرین لائن منصوبے پر کام تیزی سے جاری ہے۔ [603,255,716,337]
court-notice-body: بعدالت جناب سینئر سول جج صاحب کراچی ویسٹ۔ مقدمہ نمبر 2025/2392 بعنوان درخواست برائے لیٹر آف ایڈمنسٹریشن۔ متوفی کے ورثاء کو مطلع کیا جاتا ہے کہ 17-04-2025 کو صبح 8:30 بجے عدالت میں پیش ہوں۔ [7,810,112,889]
article-text: اسلام آباد کی عدالت نے انتخابی حلقہ بندیوں کے بارے میں درخواست کی سماعت کرتے ہوئے الیکشن کمیشن سے تفصیلی جواب طلب کرلیا ہے۔ عدالت نے کہا کہ عوامی مفاد کے معاملات میں شفافیت کو یقینی بنایا جائے اور متعلقہ حکام آئندہ سماعت پر ریکارڈ پیش کریں۔ وفاقی حکومت کے نمائندے نے عدالت کو بتایا کہ معاملے پر غور جاری ہے اور جلد فیصلہ کیا جائے گا۔ [841,434,959,588]
court-notice [124,548,237,627]
article-text: تاجر رہنماؤں کا کہنا ہے کہ موجودہ حالات میں کاروبار چلانا مشکل ہوگیا ہے۔ انہوں نے حکومت سے ٹیکسوں میں ریلیف دینے کا مطالبہ کیا۔ اجلاس میں مختلف تجاویز پیش کی گئیں اور آئندہ لائحہ عمل طے کیا گیا۔ [603,798,716,892]
article-text: بلدیاتی اداروں کی کارکردگی بہتر بنانے کے لئے نئی پالیسی کا اعلان کیا گیا ہے۔ حکام کا کہنا ہے کہ شہری سہولیات کی فراہمی اولین ترجیح ہے اور اس ضمن میں کوئی کوتاہی برداشت نہیں کی جائے گی۔ تجارتی تنظیموں نے بجلی کے نرخوں میں اضافے کے خلاف احتجاج کا اعلان کیا ہے۔ [243,117,357,235]
